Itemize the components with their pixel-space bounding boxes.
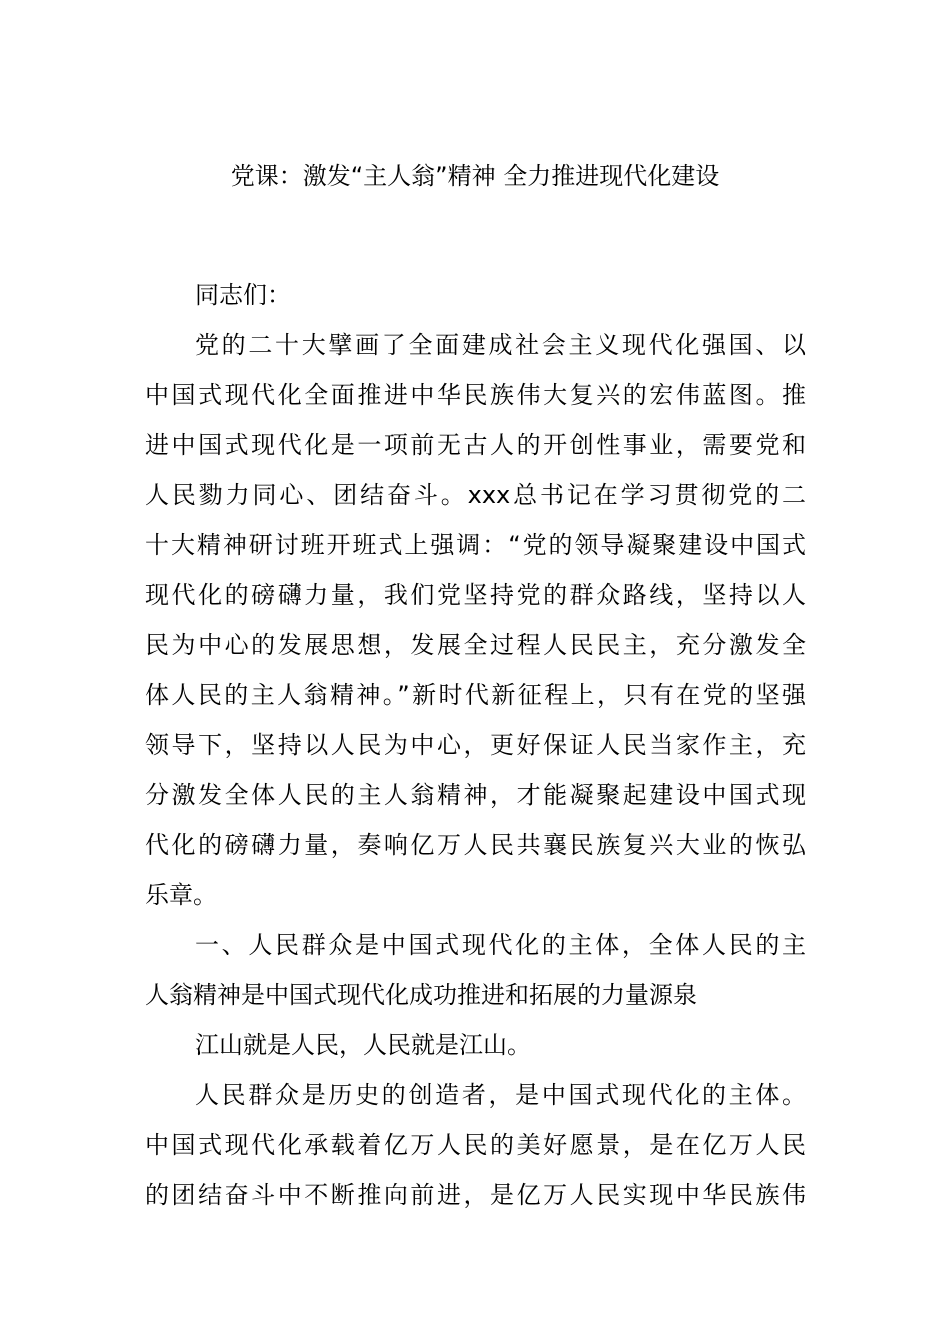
paragraph-line: 同志们： (195, 281, 291, 309)
paragraph-line: 进中国式现代化是一项前无古人的开创性事业，需要党和 (145, 431, 806, 459)
paragraph-line: 中国式现代化全面推进中华民族伟大复兴的宏伟蓝图。推 (145, 381, 806, 409)
document-title: 党课：激发“主人翁”精神 全力推进现代化建设 (230, 162, 720, 190)
paragraph-line: 一、人民群众是中国式现代化的主体，全体人民的主 (195, 931, 806, 959)
paragraph-line: 十大精神研讨班开班式上强调：“党的领导凝聚建设中国式 (145, 531, 806, 559)
paragraph-line: 的团结奋斗中不断推向前进，是亿万人民实现中华民族伟 (145, 1181, 806, 1209)
paragraph-line: 中国式现代化承载着亿万人民的美好愿景，是在亿万人民 (145, 1131, 806, 1159)
intro-paragraph (145, 320, 806, 920)
paragraph-line: 领导下，坚持以人民为中心，更好保证人民当家作主，充 (145, 731, 806, 759)
paragraph-line: 人民勠力同心、团结奋斗。xxx总书记在学习贯彻党的二 (145, 481, 806, 509)
paragraph-line: 江山就是人民，人民就是江山。 (195, 1031, 531, 1059)
paragraph-line: 党的二十大擘画了全面建成社会主义现代化强国、以 (195, 331, 806, 359)
document-body (145, 270, 806, 1220)
paragraph-line: 现代化的磅礴力量，我们党坚持党的群众路线，坚持以人 (145, 581, 806, 609)
paragraph-line: 人民群众是历史的创造者，是中国式现代化的主体。 (195, 1081, 806, 1109)
salutation-paragraph (145, 270, 806, 320)
paragraph-line: 代化的磅礴力量，奏响亿万人民共襄民族复兴大业的恢弘 (145, 831, 806, 859)
quote-paragraph (145, 1020, 806, 1070)
paragraph-line: 民为中心的发展思想，发展全过程人民民主，充分激发全 (145, 631, 806, 659)
body-paragraph (145, 1070, 806, 1220)
paragraph-line: 体人民的主人翁精神。”新时代新征程上，只有在党的坚强 (145, 681, 806, 709)
paragraph-line: 乐章。 (145, 881, 217, 909)
paragraph-line: 人翁精神是中国式现代化成功推进和拓展的力量源泉 (145, 981, 697, 1009)
paragraph-line: 分激发全体人民的主人翁精神，才能凝聚起建设中国式现 (145, 781, 806, 809)
section-heading-paragraph (145, 920, 806, 1020)
